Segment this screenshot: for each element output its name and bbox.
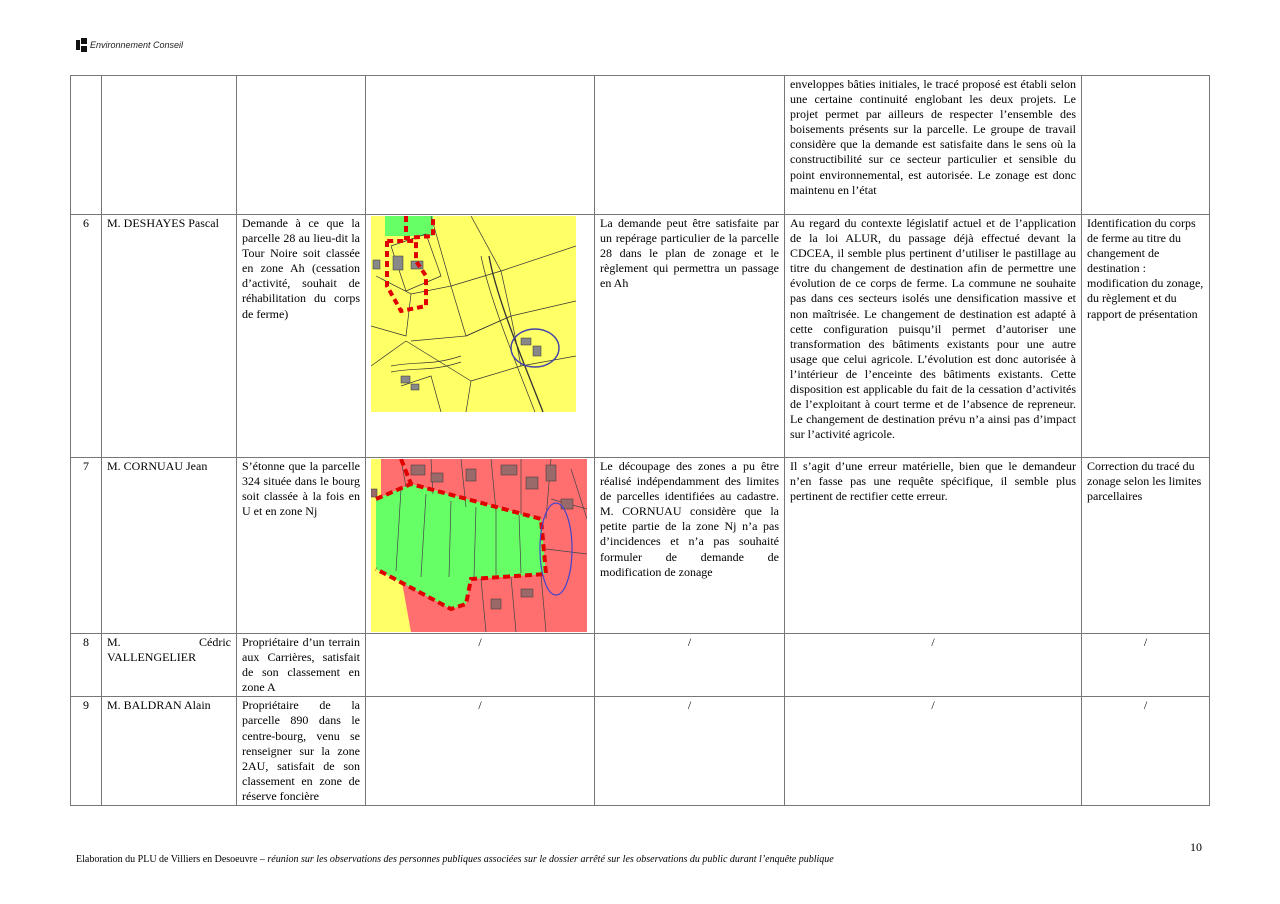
- observations-table: [70, 75, 1210, 806]
- logo: [76, 38, 183, 52]
- cell-response: [595, 76, 785, 215]
- cell-name: M. DESHAYES Pascal: [102, 215, 237, 458]
- cell-num: 7: [71, 458, 102, 634]
- cell-name: M. BALDRAN Alain: [102, 697, 237, 806]
- cell-action: [1082, 76, 1210, 215]
- cell-decision: Au regard du contexte législatif actuel et de l’application de la loi ALUR, du passage déjà effectué devant la CDCEA, il semble plus pertinent d’utiliser le pastillage au titre du changement de destination afin de permettre une évolution de ce corps de ferme. La commune ne souhaite pas dans ces secteurs isolés une densification massive et non maîtrisée. Le changement de destination est adapté à cette configuration puisqu’il permet d’autoriser une transformation des bâtiments existants pour une autre usage que celui agricole. L’évolution est donc autorisée à l’intérieur de l’enceinte des bâtiments existants. Cette disposition est applicable du fait de la cessation d’activités de l’exploitant à court terme et de l’absence de repreneur. Le changement de destination prévu n’a ainsi pas d’impact sur l’activité agricole.: [785, 215, 1082, 458]
- cell-map: /: [366, 697, 595, 806]
- table-row-9: [71, 697, 1210, 806]
- cell-map: /: [366, 634, 595, 697]
- cell-name: M. Cédric VALLENGELIER: [102, 634, 237, 697]
- cell-name: M. CORNUAU Jean: [102, 458, 237, 634]
- cell-num: 6: [71, 215, 102, 458]
- footer-title: Elaboration du PLU de Villiers en Desoeuvre: [76, 854, 258, 865]
- cell-map: [366, 215, 595, 458]
- table-row-8: [71, 634, 1210, 697]
- logo-mark-icon: [76, 38, 87, 52]
- table-row-continuation: [71, 76, 1210, 215]
- zoning-map-parcel-324: [371, 459, 587, 632]
- cell-response: Le découpage des zones a pu être réalisé indépendamment des limites de parcelles identifiées au cadastre. M. CORNUAU considère que la petite partie de la zone Nj n’a pas d’incidences et n’a pas souhaité formuler de demande de modification de zonage: [595, 458, 785, 634]
- cell-action: Correction du tracé du zonage selon les limites parcellaires: [1082, 458, 1210, 634]
- zoning-map-parcel-28: [371, 216, 576, 412]
- cell-map: [366, 458, 595, 634]
- page-number: 10: [1190, 840, 1202, 854]
- footer: [76, 854, 834, 865]
- cell-response: /: [595, 634, 785, 697]
- cell-response: /: [595, 697, 785, 806]
- cell-action: /: [1082, 634, 1210, 697]
- cell-name: [102, 76, 237, 215]
- cell-action: /: [1082, 697, 1210, 806]
- cell-map: [366, 76, 595, 215]
- cell-decision: /: [785, 634, 1082, 697]
- cell-num: [71, 76, 102, 215]
- cell-decision: Il s’agit d’une erreur matérielle, bien que le demandeur n’en fasse pas une requête spécifique, il semble plus pertinent de rectifier cette erreur.: [785, 458, 1082, 634]
- cell-response: La demande peut être satisfaite par un repérage particulier de la parcelle 28 dans le plan de zonage et le règlement qui permettra un passage en Ah: [595, 215, 785, 458]
- cell-num: 8: [71, 634, 102, 697]
- cell-request: Demande à ce que la parcelle 28 au lieu-dit la Tour Noire soit classée en zone Ah (cessation d’activité, souhait de réhabilitation du corps de ferme): [237, 215, 366, 458]
- cell-decision: enveloppes bâties initiales, le tracé proposé est établi selon une certaine continuité englobant les deux projets. Le projet permet par ailleurs de respecter l’ensemble des boisements présents sur la parcelle. Le groupe de travail considère que la demande est satisfaite dans le sens où la constructibilité sur ce secteur particulier et sensible du point environnemental, est autorisée. Le zonage est donc maintenu en l’état: [785, 76, 1082, 215]
- cell-request: Propriétaire de la parcelle 890 dans le centre-bourg, venu se renseigner sur la zone 2AU, satisfait de son classement en zone de réserve foncière: [237, 697, 366, 806]
- table-row-6: [71, 215, 1210, 458]
- cell-decision: /: [785, 697, 1082, 806]
- footer-subtitle: – réunion sur les observations des personnes publiques associées sur le dossier arrêté sur les observations du public durant l’enquête publique: [257, 854, 834, 865]
- cell-request: S’étonne que la parcelle 324 située dans le bourg soit classée à la fois en U et en zone Nj: [237, 458, 366, 634]
- cell-request: Propriétaire d’un terrain aux Carrières, satisfait de son classement en zone A: [237, 634, 366, 697]
- logo-text: Environnement Conseil: [90, 40, 184, 50]
- table-row-7: [71, 458, 1210, 634]
- cell-num: 9: [71, 697, 102, 806]
- cell-request: [237, 76, 366, 215]
- cell-action: Identification du corps de ferme au titre du changement de destination : modification du zonage, du règlement et du rapport de présentation: [1082, 215, 1210, 458]
